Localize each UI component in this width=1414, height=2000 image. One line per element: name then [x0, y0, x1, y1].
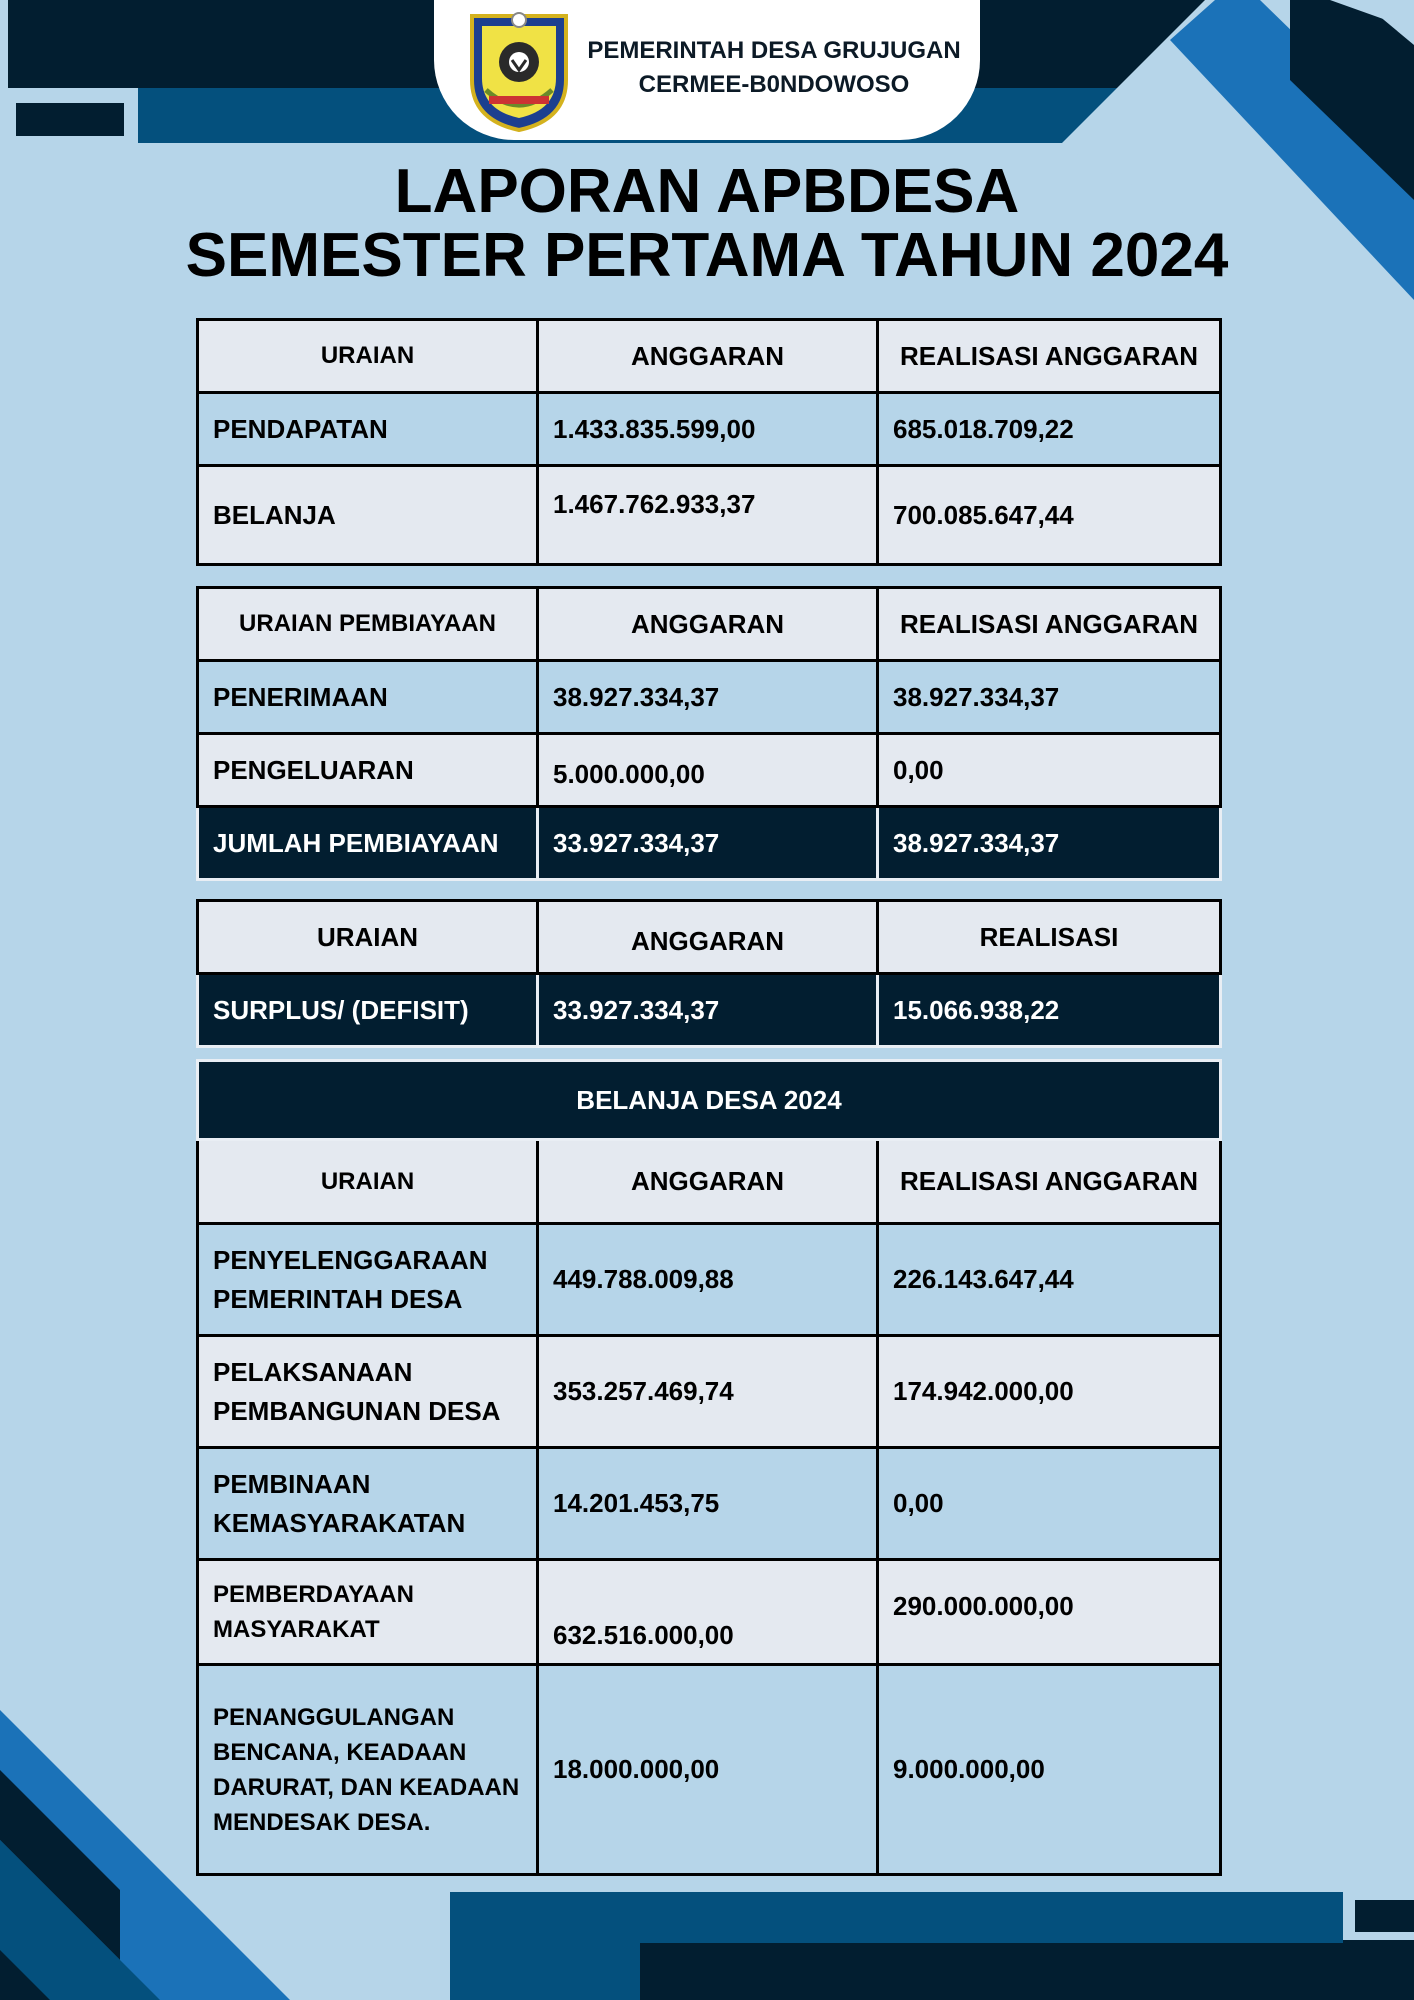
header-line-2: CERMEE-B0NDOWOSO [638, 71, 910, 98]
total-label: JUMLAH PEMBIAYAAN [198, 807, 538, 880]
total-value: 33.927.334,37 [538, 807, 878, 880]
row-value: 15.066.938,22 [878, 974, 1221, 1047]
header-cell: ANGGARAN [538, 1140, 878, 1224]
header-cell: REALISASI [878, 901, 1221, 974]
table-header-row [198, 901, 1221, 974]
header-cell: ANGGARAN [538, 588, 878, 661]
row-label: PENYELENGGARAAN PEMERINTAH DESA [198, 1224, 538, 1336]
row-value: 226.143.647,44 [878, 1224, 1221, 1336]
table-pendapatan-belanja [196, 318, 1222, 566]
row-value: 290.000.000,00 [878, 1560, 1221, 1665]
table-pembiayaan [196, 586, 1222, 881]
table-title: BELANJA DESA 2024 [198, 1061, 1221, 1140]
header-banner [434, 0, 980, 140]
top-left-bar [16, 103, 124, 136]
row-label: PELAKSANAAN PEMBANGUNAN DESA [198, 1336, 538, 1448]
row-label: PENGELUARAN [198, 734, 538, 807]
table-row [198, 1560, 1221, 1665]
row-value: 38.927.334,37 [878, 661, 1221, 734]
table-header-row [198, 588, 1221, 661]
header-cell: REALISASI ANGGARAN [878, 588, 1221, 661]
row-label: SURPLUS/ (DEFISIT) [198, 974, 538, 1047]
row-value: 1.433.835.599,00 [538, 393, 878, 466]
row-value: 9.000.000,00 [878, 1665, 1221, 1875]
row-value: 1.467.762.933,37 [538, 466, 878, 565]
row-label: BELANJA [198, 466, 538, 565]
table-title-row [198, 1061, 1221, 1140]
row-value: 33.927.334,37 [538, 974, 878, 1047]
table-header-row [198, 320, 1221, 393]
header-title [574, 34, 974, 102]
row-value: 174.942.000,00 [878, 1336, 1221, 1448]
header-cell: URAIAN PEMBIAYAAN [198, 588, 538, 661]
row-value: 18.000.000,00 [538, 1665, 878, 1875]
bottom-right-fill [1343, 1940, 1414, 2000]
row-value: 0,00 [878, 734, 1221, 807]
header-line-1: PEMERINTAH DESA GRUJUGAN [587, 37, 961, 64]
surplus-row [198, 974, 1221, 1047]
row-value: 685.018.709,22 [878, 393, 1221, 466]
table-row [198, 661, 1221, 734]
table-belanja-desa [196, 1059, 1222, 1876]
row-label: PEMBINAAN KEMASYARAKATAN [198, 1448, 538, 1560]
header-cell: URAIAN [198, 901, 538, 974]
bottom-dark-band [640, 1943, 1414, 2000]
report-title-line-1: LAPORAN APBDESA [394, 157, 1020, 226]
table-header-row [198, 1140, 1221, 1224]
row-value: 5.000.000,00 [538, 734, 878, 807]
header-cell: ANGGARAN [538, 901, 878, 974]
row-label: PENANGGULANGAN BENCANA, KEADAAN DARURAT, DAN KEADAAN MENDESAK DESA. [198, 1665, 538, 1875]
row-label: PENERIMAAN [198, 661, 538, 734]
header-cell: URAIAN [198, 320, 538, 393]
row-value: 632.516.000,00 [538, 1560, 878, 1665]
table-row [198, 393, 1221, 466]
header-cell: REALISASI ANGGARAN [878, 1140, 1221, 1224]
bottom-right-bar [1355, 1900, 1414, 1932]
row-value: 14.201.453,75 [538, 1448, 878, 1560]
table-row [198, 1336, 1221, 1448]
table-row [198, 466, 1221, 565]
village-crest-icon [464, 10, 574, 132]
row-label: PENDAPATAN [198, 393, 538, 466]
header-cell: URAIAN [198, 1140, 538, 1224]
row-value: 38.927.334,37 [538, 661, 878, 734]
row-value: 700.085.647,44 [878, 466, 1221, 565]
table-row [198, 1448, 1221, 1560]
table-row [198, 1665, 1221, 1875]
table-row [198, 734, 1221, 807]
header-cell: REALISASI ANGGARAN [878, 320, 1221, 393]
row-value: 353.257.469,74 [538, 1336, 878, 1448]
table-surplus [196, 899, 1222, 1048]
row-value: 0,00 [878, 1448, 1221, 1560]
header-cell: ANGGARAN [538, 320, 878, 393]
total-row [198, 807, 1221, 880]
report-title-line-2: SEMESTER PERTAMA TAHUN 2024 [185, 221, 1229, 290]
table-row [198, 1224, 1221, 1336]
total-value: 38.927.334,37 [878, 807, 1221, 880]
row-value: 449.788.009,88 [538, 1224, 878, 1336]
row-label: PEMBERDAYAAN MASYARAKAT [198, 1560, 538, 1665]
